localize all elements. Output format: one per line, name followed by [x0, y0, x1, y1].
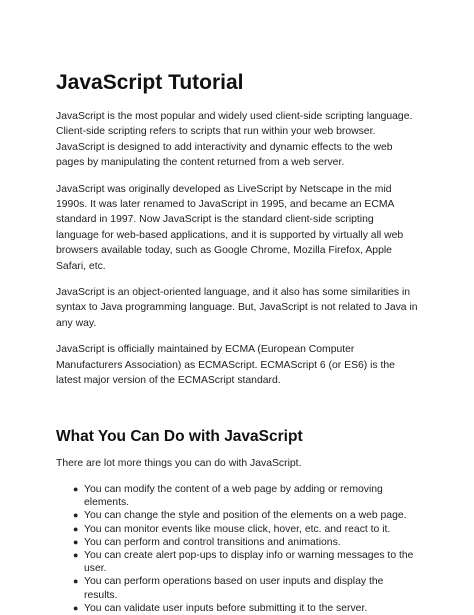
section-heading: What You Can Do with JavaScript [56, 427, 303, 445]
bullet-icon: ● [73, 483, 79, 494]
list-item-text: You can modify the content of a web page by adding or removing elements. [84, 483, 383, 509]
bullet-icon: ● [73, 576, 79, 587]
capabilities-list [56, 483, 418, 615]
section-intro: There are lot more things you can do with JavaScript. [56, 457, 302, 469]
paragraph-intro: JavaScript is the most popular and widely used client-side scripting language. Client-side scripting refers to scripts that run within your web browser. JavaScript is designed to add interactivity and dynamic effects to the web pages by manipulating the content returned from a web server. [56, 111, 413, 169]
document-page [56, 70, 418, 615]
list-item [73, 509, 418, 522]
paragraph-history: JavaScript was originally developed as LiveScript by Netscape in the mid 1990s. It was later renamed to JavaScript in 1995, and became an ECMA standard in 1997. Now JavaScript is the standard client-side scripting language for web-based applications, and it is supported by virtually all web browsers available today, such as Google Chrome, Mozilla Firefox, Apple Safari, etc. [56, 183, 404, 272]
bullet-icon: ● [73, 510, 79, 521]
list-item-text: You can perform and control transitions and animations. [84, 536, 341, 548]
paragraph-object-oriented: JavaScript is an object-oriented language, and it also has some similarities in syntax to Java programming language. But, JavaScript is not related to Java in any way. [56, 287, 418, 329]
list-item [73, 575, 418, 601]
bullet-icon: ● [73, 536, 79, 547]
list-item-text: You can change the style and position of the elements on a web page. [84, 510, 407, 522]
list-item-text: You can validate user inputs before submitting it to the server. [84, 602, 368, 614]
list-item [73, 483, 418, 509]
bullet-icon: ● [73, 523, 79, 534]
list-item-text: You can perform operations based on user inputs and display the results. [84, 576, 384, 601]
page-title: JavaScript Tutorial [56, 71, 244, 94]
list-item [73, 523, 418, 536]
list-item [73, 536, 418, 549]
bullet-icon: ● [73, 549, 79, 560]
list-item [73, 549, 418, 575]
list-item-text: You can monitor events like mouse click, hover, etc. and react to it. [84, 523, 391, 535]
bullet-icon: ● [73, 602, 79, 613]
list-item-text: You can create alert pop-ups to display info or warning messages to the user. [84, 549, 414, 575]
paragraph-ecma: JavaScript is officially maintained by ECMA (European Computer Manufacturers Association) as ECMAScript. ECMAScript 6 (or ES6) is the latest major version of the ECMAScript standard. [56, 344, 395, 387]
